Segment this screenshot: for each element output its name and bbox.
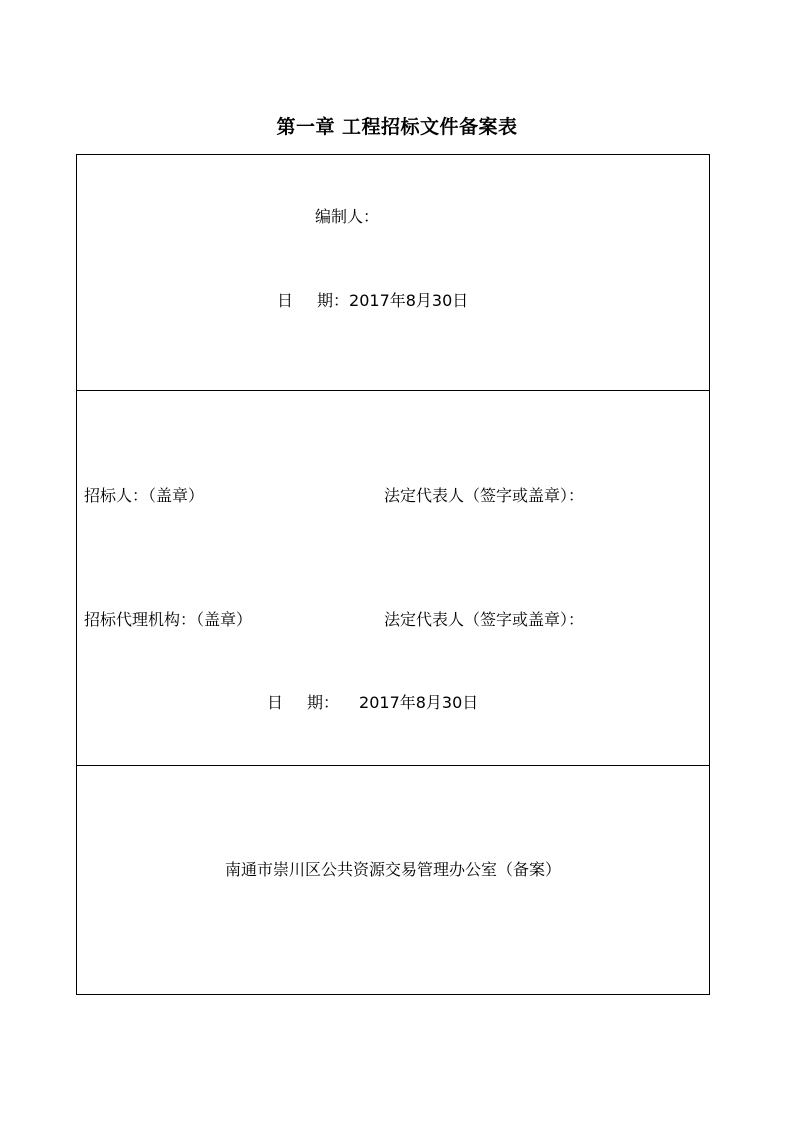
compiler-label: 编制人： [315,207,380,226]
date-label-rest: 期： [307,693,340,712]
filing-office-section [77,766,709,994]
date-label-rest: 期： [317,291,350,310]
signature-date-row [267,693,478,713]
tenderer-legal-rep-label: 法定代表人（签字或盖章）： [384,486,585,505]
filing-form-table [76,154,710,995]
compile-date-row [277,291,468,311]
signature-section [77,390,709,766]
signature-date-value: 2017年8月30日 [359,693,479,712]
compiler-section [77,155,709,391]
date-label-first-char: 日 [277,291,294,310]
date-label-first-char: 日 [267,693,284,712]
tenderer-label: 招标人：（盖章） [84,486,205,505]
agency-label: 招标代理机构：（盖章） [84,610,253,629]
compile-date-value: 2017年8月30日 [349,291,469,310]
agency-legal-rep-label: 法定代表人（签字或盖章）： [384,610,585,629]
filing-office-label: 南通市崇川区公共资源交易管理办公室（备案） [224,860,561,879]
page-title: 第一章 工程招标文件备案表 [276,116,518,138]
